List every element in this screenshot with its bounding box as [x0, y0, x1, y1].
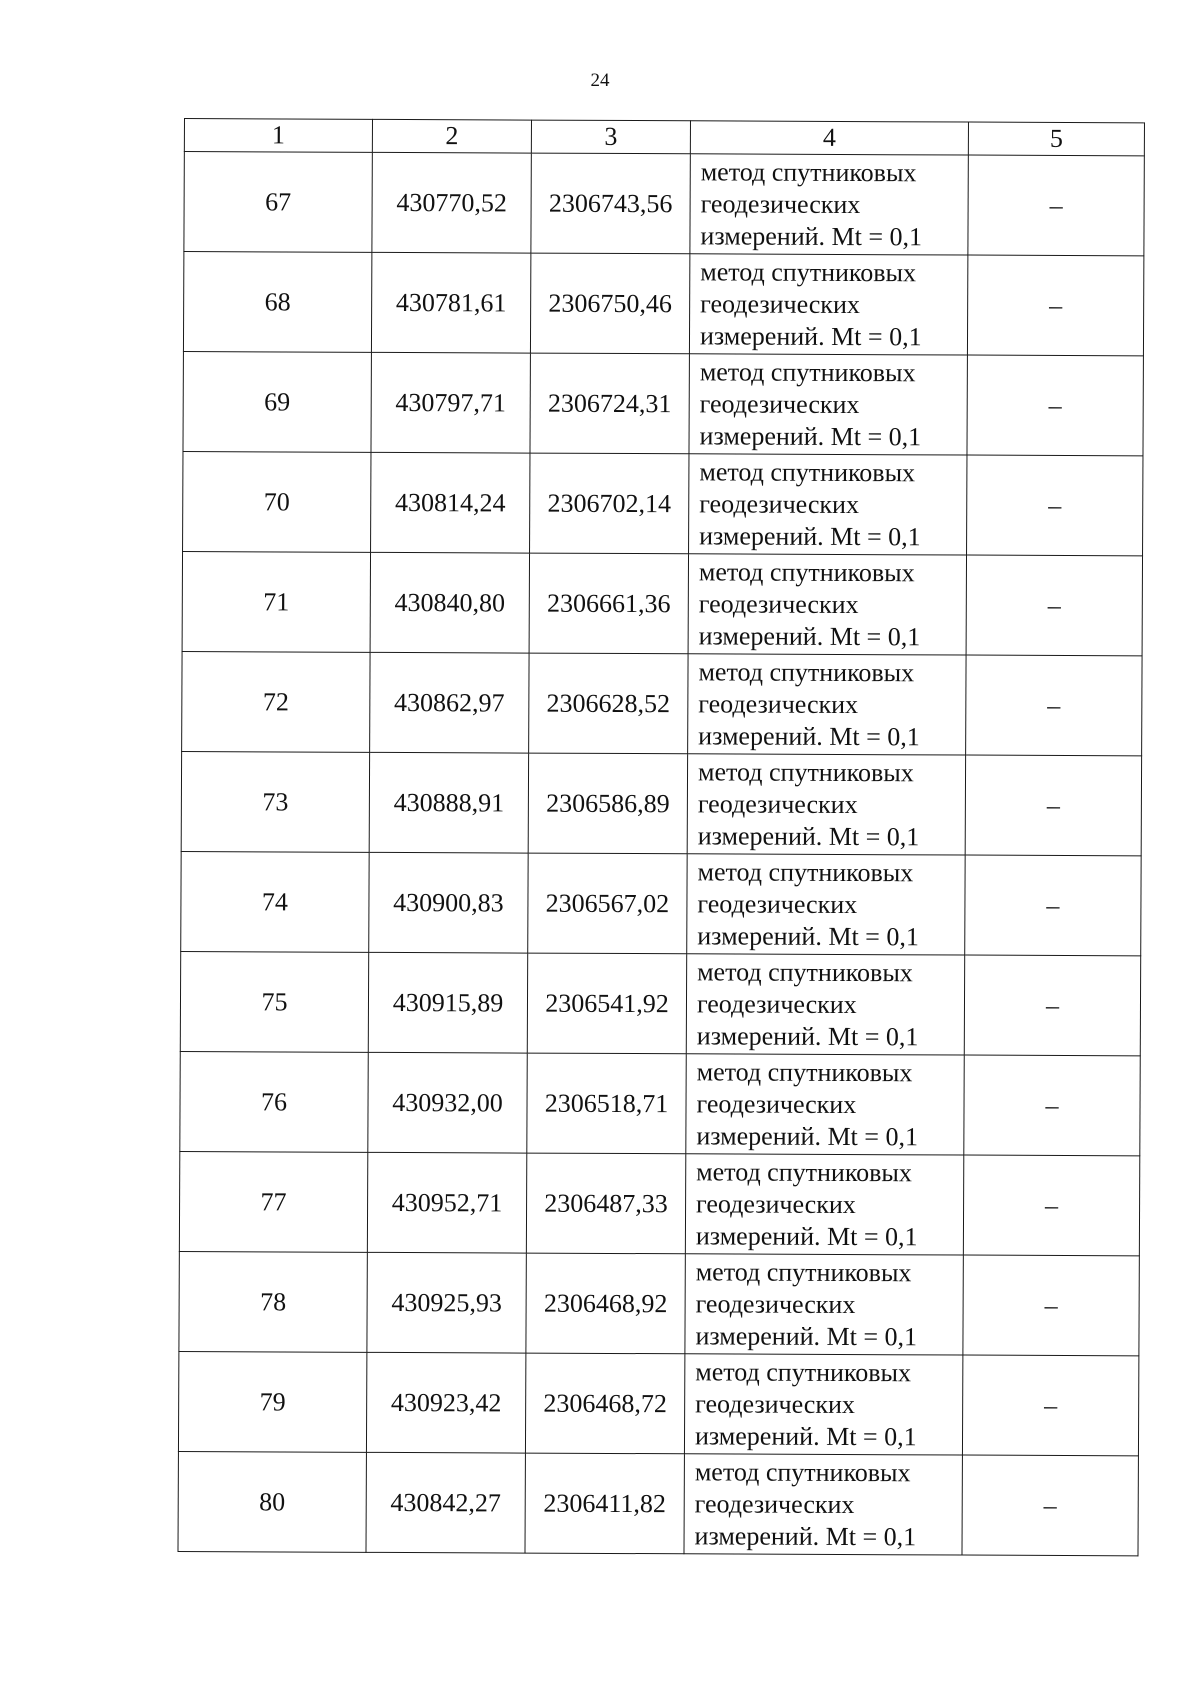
header-row	[184, 119, 1144, 156]
y-coordinate-cell: 2306567,02	[528, 853, 687, 954]
point-number-cell: 73	[181, 751, 369, 852]
x-coordinate-cell: 430952,71	[367, 1152, 526, 1253]
table-row	[183, 252, 1143, 356]
y-coordinate-cell: 2306702,14	[530, 453, 689, 554]
method-text-line: метод спутниковых	[694, 1456, 911, 1487]
table-row	[180, 951, 1140, 1055]
method-text-line: измерений. Mt = 0,1	[696, 1120, 919, 1151]
y-coordinate-cell: 2306468,72	[525, 1353, 684, 1454]
y-coordinate-cell: 2306724,31	[530, 353, 689, 454]
table-row	[180, 1051, 1140, 1155]
point-number-cell: 77	[179, 1151, 367, 1252]
coordinates-table	[177, 118, 1144, 1556]
y-coordinate-cell: 2306743,56	[531, 153, 690, 254]
column-header: 3	[531, 120, 690, 154]
note-cell: –	[967, 455, 1143, 556]
column-header: 1	[184, 119, 372, 153]
note-cell: –	[967, 255, 1143, 356]
y-coordinate-cell: 2306586,89	[528, 753, 687, 854]
note-cell: –	[966, 555, 1142, 656]
note-cell: –	[968, 155, 1144, 256]
x-coordinate-cell: 430770,52	[372, 152, 531, 253]
method-text-line: геодезических	[695, 1388, 855, 1419]
method-text-line: геодезических	[698, 688, 859, 719]
method-cell	[688, 654, 966, 755]
table-body	[178, 152, 1144, 1556]
method-text-line: геодезических	[696, 988, 857, 1019]
table-row	[181, 851, 1141, 955]
note-cell: –	[966, 655, 1142, 756]
method-text-line: метод спутниковых	[697, 956, 913, 987]
note-cell: –	[962, 1455, 1138, 1556]
point-number-cell: 70	[183, 451, 371, 552]
x-coordinate-cell: 430862,97	[370, 652, 529, 753]
method-text-line: измерений. Mt = 0,1	[695, 1220, 918, 1251]
table-row	[183, 351, 1143, 455]
y-coordinate-cell: 2306750,46	[530, 253, 689, 354]
method-text-line: геодезических	[699, 388, 860, 419]
x-coordinate-cell: 430840,80	[370, 552, 529, 653]
y-coordinate-cell: 2306487,33	[526, 1153, 685, 1254]
note-cell: –	[965, 755, 1141, 856]
method-text-line: геодезических	[697, 888, 858, 919]
table-row	[179, 1251, 1139, 1355]
method-text-line: измерений. Mt = 0,1	[699, 420, 922, 451]
method-text-line: метод спутниковых	[696, 1056, 913, 1087]
note-cell: –	[963, 1155, 1139, 1256]
method-text-line: измерений. Mt = 0,1	[700, 220, 923, 251]
method-text-line: метод спутниковых	[695, 1356, 912, 1387]
method-text-line: измерений. Mt = 0,1	[694, 1420, 917, 1451]
note-cell: –	[967, 355, 1143, 456]
table-row	[183, 451, 1143, 555]
method-text-line: измерений. Mt = 0,1	[696, 1020, 919, 1051]
method-cell	[689, 254, 967, 355]
method-cell	[685, 1254, 963, 1355]
table-row	[184, 152, 1144, 256]
method-text-line: измерений. Mt = 0,1	[699, 520, 921, 551]
column-header: 2	[372, 119, 531, 153]
method-text-line: метод спутниковых	[698, 656, 915, 687]
table-row	[178, 1351, 1138, 1455]
note-cell: –	[965, 855, 1141, 956]
method-text-line: измерений. Mt = 0,1	[697, 820, 920, 851]
method-text-line: метод спутниковых	[699, 356, 916, 387]
note-cell: –	[962, 1355, 1138, 1456]
y-coordinate-cell: 2306628,52	[529, 653, 688, 754]
x-coordinate-cell: 430923,42	[366, 1352, 525, 1453]
point-number-cell: 67	[184, 152, 372, 253]
note-cell: –	[964, 955, 1140, 1056]
method-cell	[686, 1054, 964, 1155]
method-text-line: измерений. Mt = 0,1	[698, 720, 920, 751]
x-coordinate-cell: 430888,91	[369, 752, 528, 853]
page-number: 24	[590, 70, 610, 91]
note-cell: –	[964, 1055, 1140, 1156]
method-text-line: геодезических	[697, 788, 858, 819]
x-coordinate-cell: 430915,89	[368, 952, 527, 1053]
method-text-line: измерений. Mt = 0,1	[695, 1320, 918, 1351]
method-text-line: геодезических	[700, 188, 861, 219]
method-text-line: измерений. Mt = 0,1	[699, 320, 922, 351]
x-coordinate-cell: 430900,83	[369, 852, 528, 953]
method-cell	[688, 554, 966, 655]
x-coordinate-cell: 430932,00	[368, 1052, 527, 1153]
method-text-line: геодезических	[695, 1288, 856, 1319]
x-coordinate-cell: 430781,61	[371, 252, 530, 353]
point-number-cell: 78	[179, 1251, 367, 1352]
method-text-line: геодезических	[699, 488, 860, 519]
method-text-line: геодезических	[696, 1188, 856, 1219]
table-row	[182, 651, 1142, 755]
table-row	[178, 1451, 1138, 1555]
y-coordinate-cell: 2306411,82	[525, 1453, 684, 1554]
method-text-line: метод спутниковых	[696, 1156, 912, 1187]
method-cell	[687, 854, 965, 955]
method-text-line: геодезических	[694, 1488, 855, 1519]
y-coordinate-cell: 2306468,92	[526, 1253, 685, 1354]
method-cell	[684, 1454, 962, 1555]
method-text-line: метод спутниковых	[695, 1256, 912, 1287]
method-text-line: метод спутниковых	[699, 456, 916, 487]
point-number-cell: 74	[181, 851, 369, 952]
note-cell: –	[963, 1255, 1139, 1356]
point-number-cell: 71	[182, 551, 370, 652]
method-text-line: геодезических	[700, 288, 860, 319]
method-cell	[690, 154, 968, 255]
method-text-line: метод спутниковых	[697, 756, 914, 787]
x-coordinate-cell: 430814,24	[371, 452, 530, 553]
method-text-line: геодезических	[696, 1088, 857, 1119]
method-text-line: измерений. Mt = 0,1	[698, 620, 921, 651]
method-cell	[689, 454, 967, 555]
method-cell	[685, 1154, 963, 1255]
x-coordinate-cell: 430797,71	[371, 352, 530, 453]
method-cell	[687, 754, 965, 855]
y-coordinate-cell: 2306661,36	[529, 553, 688, 654]
point-number-cell: 68	[183, 252, 371, 353]
point-number-cell: 80	[178, 1451, 366, 1552]
table-row	[179, 1151, 1139, 1255]
column-header: 5	[968, 122, 1144, 156]
point-number-cell: 72	[182, 651, 370, 752]
method-text-line: метод спутниковых	[698, 556, 915, 587]
point-number-cell: 76	[180, 1051, 368, 1152]
point-number-cell: 79	[178, 1351, 366, 1452]
point-number-cell: 75	[180, 951, 368, 1052]
method-text-line: метод спутниковых	[700, 256, 917, 287]
method-text-line: метод спутниковых	[697, 856, 914, 887]
method-cell	[686, 954, 964, 1055]
method-text-line: измерений. Mt = 0,1	[694, 1520, 917, 1551]
y-coordinate-cell: 2306518,71	[527, 1053, 686, 1154]
y-coordinate-cell: 2306541,92	[527, 953, 686, 1054]
column-header: 4	[690, 121, 968, 155]
x-coordinate-cell: 430925,93	[367, 1252, 526, 1353]
table-row	[181, 751, 1141, 855]
method-cell	[684, 1354, 962, 1455]
method-text-line: геодезических	[698, 588, 859, 619]
x-coordinate-cell: 430842,27	[366, 1452, 525, 1553]
table-row	[182, 551, 1142, 655]
method-text-line: метод спутниковых	[700, 156, 917, 187]
method-cell	[689, 354, 967, 455]
method-text-line: измерений. Mt = 0,1	[697, 920, 919, 951]
point-number-cell: 69	[183, 351, 371, 452]
